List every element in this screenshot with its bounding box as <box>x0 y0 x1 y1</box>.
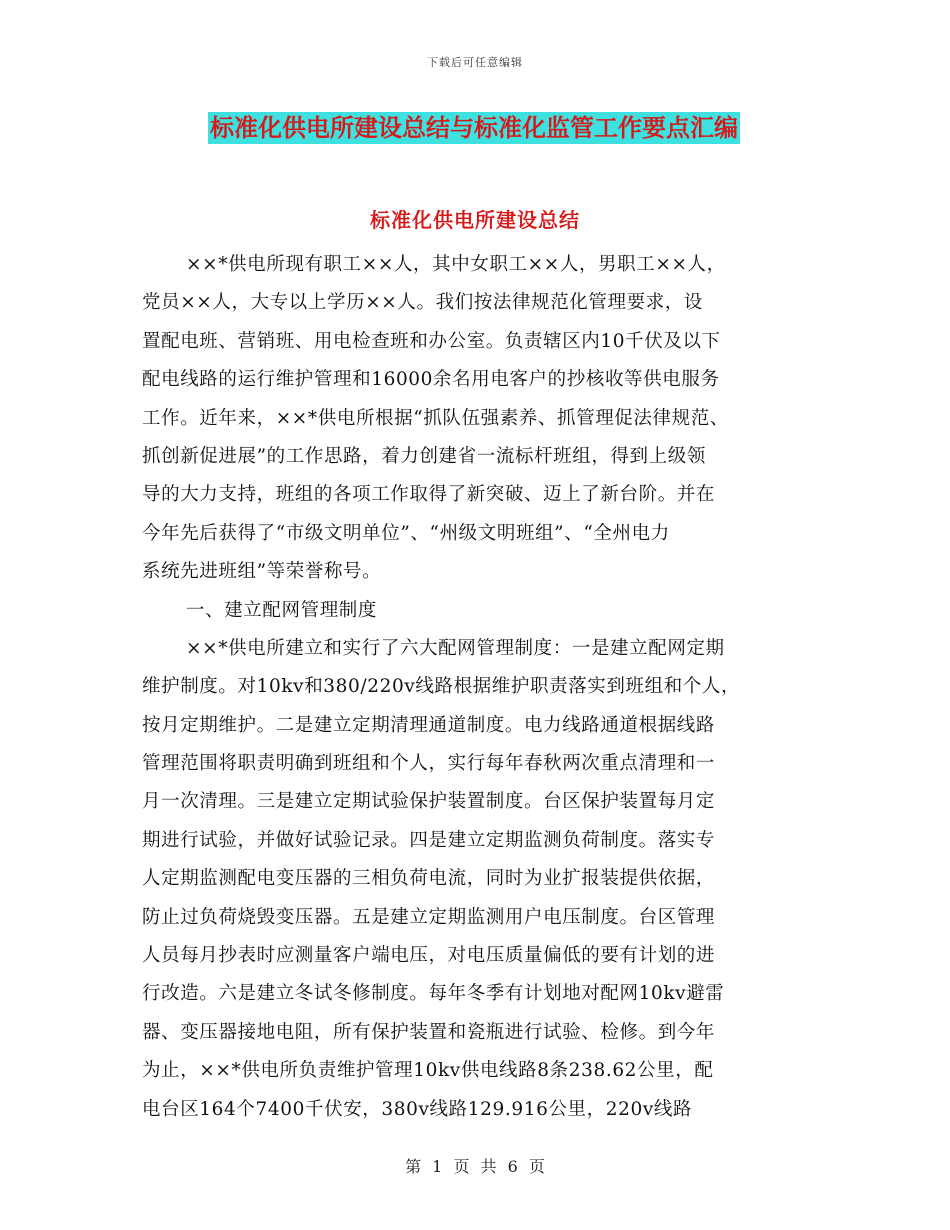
paragraph-line: 置配电班、营销班、用电检查班和办公室。负责辖区内10千伏及以下 <box>142 330 721 352</box>
paragraph-line: 器、变压器接地电阻，所有保护装置和瓷瓶进行试验、检修。到今年 <box>142 1021 716 1043</box>
paragraph-line: 抓创新促进展”的工作思路，着力创建省一流标杆班组，得到上级领 <box>142 445 706 467</box>
paragraph-line: 维护制度。对10kv和380/220v线路根据维护职责落实到班组和个人， <box>142 676 741 698</box>
paragraph-line: 导的大力支持，班组的各项工作取得了新突破、迈上了新台阶。并在 <box>142 484 716 506</box>
paragraph-line: 月一次清理。三是建立定期试验保护装置制度。台区保护装置每月定 <box>142 791 716 813</box>
body-text <box>142 250 822 1133</box>
paragraph-line: 行改造。六是建立冬试冬修制度。每年冬季有计划地对配网10kv避雷 <box>142 983 725 1005</box>
paragraph-line: ××*供电所建立和实行了六大配网管理制度：一是建立配网定期 <box>186 637 725 659</box>
paragraph-line: 按月定期维护。二是建立定期清理通道制度。电力线路通道根据线路 <box>142 714 716 736</box>
paragraph-line: 工作。近年来，××*供电所根据“抓队伍强素养、抓管理促法律规范、 <box>142 407 729 429</box>
paragraph-line: 今年先后获得了“市级文明单位”、“州级文明班组”、“全州电力 <box>142 522 670 544</box>
paragraph-line: 期进行试验，并做好试验记录。四是建立定期监测负荷制度。落实专 <box>142 829 716 851</box>
paragraph-line: 管理范围将职责明确到班组和个人，实行每年春秋两次重点清理和一 <box>142 753 716 775</box>
paragraph-line: 为止，××*供电所负责维护管理10kv供电线路8条238.62公里，配 <box>142 1060 714 1082</box>
paragraph-line: 系统先进班组”等荣誉称号。 <box>142 561 382 583</box>
paragraph-line: 配电线路的运行维护管理和16000余名用电客户的抄核收等供电服务 <box>142 369 720 391</box>
section-title: 标准化供电所建设总结 <box>370 208 580 232</box>
section-heading: 一、建立配网管理制度 <box>186 599 378 621</box>
page-footer: 第 1 页 共 6 页 <box>405 1157 545 1176</box>
paragraph-line: 人定期监测配电变压器的三相负荷电流，同时为业扩报装提供依据， <box>142 868 716 890</box>
paragraph-line: 党员××人，大专以上学历××人。我们按法律规范化管理要求，设 <box>142 292 704 314</box>
paragraph-line: ××*供电所现有职工××人，其中女职工××人，男职工××人， <box>186 254 726 275</box>
header-note: 下载后可任意编辑 <box>427 56 523 69</box>
paragraph-line: 电台区164个7400千伏安，380v线路129.916公里，220v线路 <box>142 1098 693 1120</box>
paragraph-line: 人员每月抄表时应测量客户端电压，对电压质量偏低的要有计划的进 <box>142 945 716 967</box>
paragraph-line: 防止过负荷烧毁变压器。五是建立定期监测用户电压制度。台区管理 <box>142 906 716 928</box>
main-title: 标准化供电所建设总结与标准化监管工作要点汇编 <box>210 113 738 142</box>
